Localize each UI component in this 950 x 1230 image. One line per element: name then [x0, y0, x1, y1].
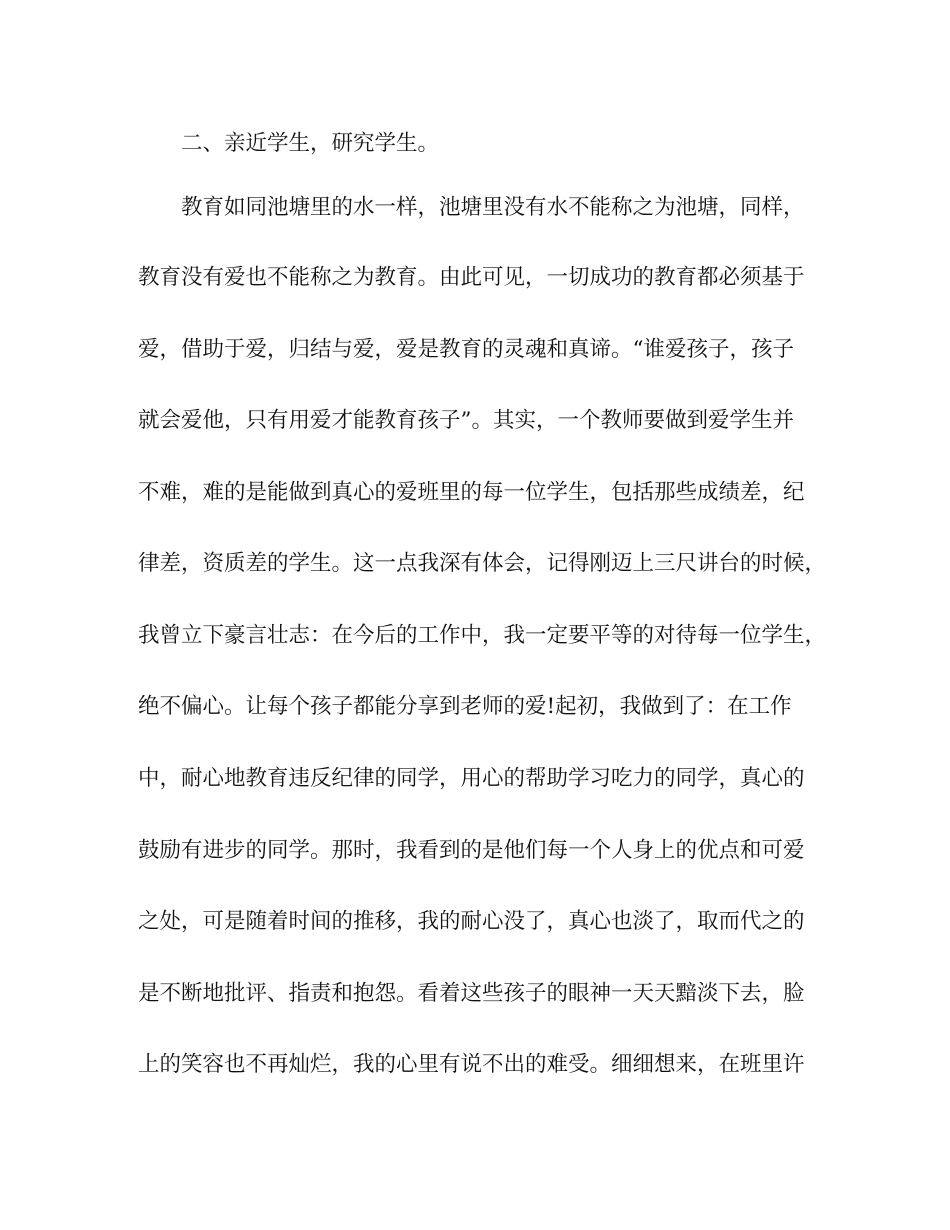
paragraph-line-10: 鼓励有进步的同学。那时，我看到的是他们每一个人身上的优点和可爱	[138, 838, 805, 863]
paragraph-line-1: 教育如同池塘里的水一样，池塘里没有水不能称之为池塘，同样，	[181, 195, 805, 220]
paragraph-line-8: 绝不偏心。让每个孩子都能分享到老师的爱!起初，我做到了：在工作	[138, 694, 792, 719]
section-heading: 二、亲近学生，研究学生。	[181, 131, 440, 156]
paragraph-line-11: 之处，可是随着时间的推移，我的耐心没了，真心也淡了，取而代之的	[138, 909, 805, 934]
paragraph-line-2: 教育没有爱也不能称之为教育。由此可见，一切成功的教育都必须基于	[138, 265, 805, 290]
paragraph-line-12: 是不断地批评、指责和抱怨。看着这些孩子的眼神一天天黯淡下去，脸	[138, 981, 805, 1006]
paragraph-line-6: 律差，资质差的学生。这一点我深有体会，记得刚迈上三尺讲台的时候，	[138, 551, 827, 576]
paragraph-line-7: 我曾立下豪言壮志：在今后的工作中，我一定要平等的对待每一位学生，	[138, 623, 827, 648]
paragraph-line-3: 爱，借助于爱，归结与爱，爱是教育的灵魂和真谛。“谁爱孩子，孩子	[138, 337, 794, 362]
paragraph-line-9: 中，耐心地教育违反纪律的同学，用心的帮助学习吃力的同学，真心的	[138, 766, 805, 791]
paragraph-line-4: 就会爱他，只有用爱才能教育孩子”。其实，一个教师要做到爱学生并	[138, 408, 794, 433]
paragraph-line-13: 上的笑容也不再灿烂，我的心里有说不出的难受。细细想来，在班里许	[138, 1052, 805, 1077]
paragraph-line-5: 不难，难的是能做到真心的爱班里的每一位学生，包括那些成绩差，纪	[138, 480, 805, 505]
